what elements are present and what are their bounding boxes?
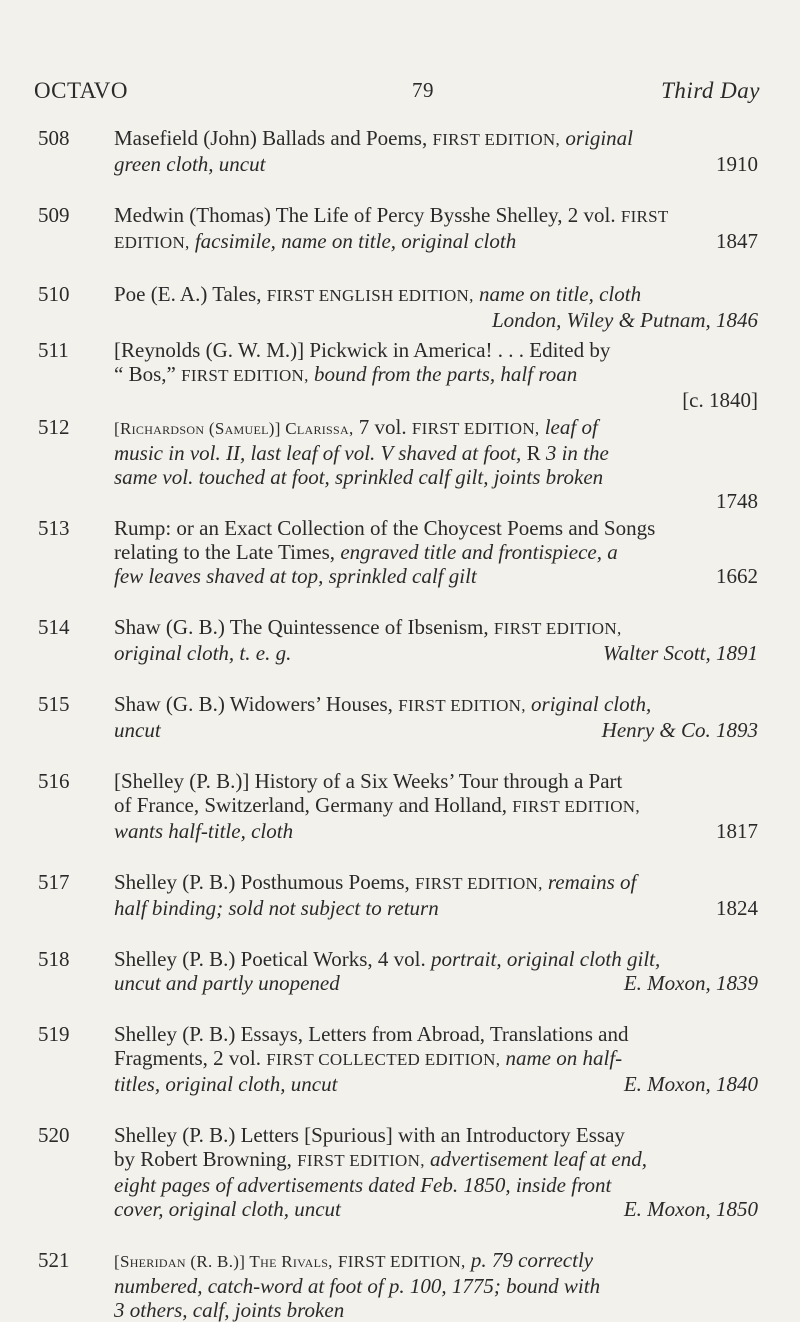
lot-line bbox=[114, 947, 758, 971]
lot-line bbox=[114, 641, 758, 665]
lot-line bbox=[114, 540, 758, 564]
lot-number: 513 bbox=[38, 516, 70, 540]
lot-date: 1910 bbox=[716, 152, 758, 176]
lot-entry bbox=[38, 947, 758, 995]
lot-text: Medwin (Thomas) The Life of Percy Bysshe Shelley, 2 vol. bbox=[114, 203, 621, 227]
page-number: 79 bbox=[412, 78, 434, 102]
lot-text: 3 in the bbox=[540, 441, 609, 465]
lot-text: remains of bbox=[547, 870, 637, 894]
lot-text: facsimile, name on title, original cloth bbox=[194, 229, 517, 253]
lot-number: 511 bbox=[38, 338, 69, 362]
lot-text: Masefield (John) Ballads and Poems, bbox=[114, 126, 433, 150]
lot-line bbox=[114, 1274, 758, 1298]
lot-text: Fragments, 2 vol. bbox=[114, 1046, 267, 1070]
lot-line bbox=[114, 126, 758, 152]
lot-date: 1847 bbox=[716, 229, 758, 253]
lot-text: p. 79 correctly bbox=[470, 1248, 594, 1272]
lot-text: cover, original cloth, uncut bbox=[114, 1197, 341, 1221]
lot-date: 1662 bbox=[716, 564, 758, 588]
lot-number: 512 bbox=[38, 415, 70, 439]
lot-date: London, Wiley & Putnam, 1846 bbox=[492, 308, 758, 332]
lot-text: FIRST EDITION, bbox=[411, 419, 540, 438]
lot-line bbox=[114, 769, 758, 793]
lot-text: [Richardson (Samuel)] Clarissa, bbox=[114, 419, 354, 438]
lot-text: original cloth, bbox=[531, 692, 652, 716]
lot-entry bbox=[38, 1248, 758, 1322]
lot-entry bbox=[38, 769, 758, 843]
lot-number: 509 bbox=[38, 203, 70, 227]
lot-line bbox=[114, 282, 758, 308]
lot-number: 516 bbox=[38, 769, 70, 793]
lot-text: few leaves shaved at top, sprinkled calf gilt bbox=[114, 564, 477, 588]
lot-text: FIRST bbox=[620, 207, 669, 226]
lot-text: Shelley (P. B.) Essays, Letters from Abroad, Translations and bbox=[114, 1022, 629, 1046]
lot-line bbox=[114, 516, 758, 540]
lot-line bbox=[114, 1046, 758, 1072]
lot-text: [Sheridan (R. B.)] The Rivals, bbox=[114, 1252, 333, 1271]
lot-number: 510 bbox=[38, 282, 70, 306]
lot-entry bbox=[38, 126, 758, 176]
lot-line bbox=[114, 1123, 758, 1147]
lot-text: EDITION, bbox=[114, 233, 190, 252]
lot-entry bbox=[38, 338, 758, 412]
lot-number: 518 bbox=[38, 947, 70, 971]
lot-number: 517 bbox=[38, 870, 70, 894]
lot-text: R bbox=[526, 441, 541, 465]
day-heading: Third Day bbox=[661, 78, 760, 103]
lot-line bbox=[114, 1298, 758, 1322]
lot-text: Rump: or an Exact Collection of the Choycest Poems and Songs bbox=[114, 516, 656, 540]
lot-line bbox=[114, 1248, 758, 1274]
lot-text: portrait, original cloth gilt, bbox=[431, 947, 661, 971]
lot-date: [c. 1840] bbox=[682, 388, 758, 412]
lot-text: advertisement leaf at end, bbox=[430, 1147, 647, 1171]
lot-line bbox=[114, 718, 758, 742]
lot-line bbox=[114, 819, 758, 843]
lot-text: original cloth, t. e. g. bbox=[114, 641, 292, 665]
lot-text: green cloth, uncut bbox=[114, 152, 266, 176]
lot-date: E. Moxon, 1839 bbox=[623, 971, 758, 995]
lot-text: FIRST EDITION, bbox=[512, 797, 640, 816]
lot-line bbox=[114, 415, 758, 441]
lot-number: 519 bbox=[38, 1022, 70, 1046]
lot-line bbox=[114, 896, 758, 920]
lot-text: of France, Switzerland, Germany and Holland, bbox=[114, 793, 513, 817]
lot-line bbox=[114, 338, 758, 362]
lot-date: E. Moxon, 1850 bbox=[623, 1197, 758, 1221]
lot-text: relating to the Late Times, bbox=[114, 540, 341, 564]
lot-text: Shaw (G. B.) The Quintessence of Ibsenism, bbox=[114, 615, 494, 639]
lot-line bbox=[114, 362, 758, 388]
lot-entry bbox=[38, 516, 758, 588]
catalogue-lots bbox=[38, 126, 758, 1322]
lot-text: [Reynolds (G. W. M.)] Pickwick in America! . . . Edited by bbox=[114, 338, 611, 362]
lot-line bbox=[114, 1197, 758, 1221]
lot-text: engraved title and frontispiece, a bbox=[340, 540, 618, 564]
lot-line bbox=[114, 1173, 758, 1197]
lot-text: FIRST ENGLISH EDITION, bbox=[266, 286, 474, 305]
lot-line bbox=[114, 564, 758, 588]
lot-line bbox=[114, 1022, 758, 1046]
lot-line bbox=[114, 793, 758, 819]
lot-entry bbox=[38, 203, 758, 255]
lot-date: E. Moxon, 1840 bbox=[623, 1072, 758, 1096]
lot-line bbox=[114, 465, 758, 489]
lot-text: 3 others, calf, joints broken bbox=[114, 1298, 345, 1322]
lot-date: 1817 bbox=[716, 819, 758, 843]
lot-text: [Shelley (P. B.)] History of a Six Weeks’ Tour through a Part bbox=[114, 769, 623, 793]
lot-text: uncut and partly unopened bbox=[114, 971, 340, 995]
lot-text: uncut bbox=[114, 718, 161, 742]
lot-line bbox=[114, 1147, 758, 1173]
lot-entry bbox=[38, 415, 758, 513]
lot-text: same vol. touched at foot, sprinkled calf gilt, joints broken bbox=[114, 465, 604, 489]
lot-line bbox=[114, 441, 758, 465]
lot-text: bound from the parts, half roan bbox=[313, 362, 578, 386]
lot-text: Shaw (G. B.) Widowers’ Houses, bbox=[114, 692, 399, 716]
lot-number: 515 bbox=[38, 692, 70, 716]
lot-date: 1824 bbox=[716, 896, 758, 920]
lot-text: wants half-title, cloth bbox=[114, 819, 294, 843]
lot-date: Henry & Co. 1893 bbox=[601, 718, 758, 742]
lot-line bbox=[114, 229, 758, 255]
lot-number: 520 bbox=[38, 1123, 70, 1147]
lot-text: Shelley (P. B.) Letters [Spurious] with an Introductory Essay bbox=[114, 1123, 625, 1147]
lot-entry bbox=[38, 282, 758, 332]
lot-text: FIRST EDITION, bbox=[181, 366, 309, 385]
lot-entry bbox=[38, 692, 758, 742]
lot-entry bbox=[38, 1123, 758, 1221]
lot-entry bbox=[38, 615, 758, 665]
lot-text: FIRST EDITION, bbox=[493, 619, 622, 638]
lot-text: FIRST EDITION, bbox=[432, 130, 561, 149]
lot-text: half binding; sold not subject to return bbox=[114, 896, 439, 920]
lot-text: FIRST EDITION, bbox=[415, 874, 543, 893]
lot-line bbox=[114, 971, 758, 995]
lot-entry bbox=[38, 1022, 758, 1096]
lot-text: music in vol. II, last leaf of vol. V shaved at foot, bbox=[114, 441, 527, 465]
lot-text: 7 vol. bbox=[353, 415, 412, 439]
lot-text: name on title, cloth bbox=[478, 282, 642, 306]
page-header bbox=[34, 78, 760, 108]
lot-date: 1748 bbox=[716, 489, 758, 513]
lot-number: 508 bbox=[38, 126, 70, 150]
lot-number: 514 bbox=[38, 615, 70, 639]
lot-text: original bbox=[565, 126, 633, 150]
lot-line bbox=[114, 870, 758, 896]
lot-text: numbered, catch-word at foot of p. 100, 1775; bound with bbox=[114, 1274, 601, 1298]
lot-text: leaf of bbox=[544, 415, 598, 439]
lot-line bbox=[114, 1072, 758, 1096]
lot-number: 521 bbox=[38, 1248, 70, 1272]
lot-line bbox=[114, 615, 758, 641]
lot-text: Shelley (P. B.) Posthumous Poems, bbox=[114, 870, 416, 894]
format-heading: OCTAVO bbox=[34, 78, 129, 103]
lot-date: Walter Scott, 1891 bbox=[603, 641, 758, 665]
lot-text: titles, original cloth, uncut bbox=[114, 1072, 338, 1096]
lot-text: Poe (E. A.) Tales, bbox=[114, 282, 267, 306]
lot-text: FIRST COLLECTED EDITION, bbox=[266, 1050, 501, 1069]
lot-line bbox=[114, 152, 758, 176]
lot-text: FIRST EDITION, bbox=[398, 696, 526, 715]
lot-text: eight pages of advertisements dated Feb. 1850, inside front bbox=[114, 1173, 612, 1197]
lot-text: FIRST EDITION, bbox=[297, 1151, 425, 1170]
lot-text: Shelley (P. B.) Poetical Works, 4 vol. bbox=[114, 947, 431, 971]
lot-text: by Robert Browning, bbox=[114, 1147, 298, 1171]
lot-line bbox=[114, 692, 758, 718]
lot-text: FIRST EDITION, bbox=[337, 1252, 466, 1271]
lot-entry bbox=[38, 870, 758, 920]
lot-line bbox=[114, 203, 758, 229]
lot-text: “ Bos,” bbox=[114, 362, 182, 386]
lot-text: name on half- bbox=[505, 1046, 623, 1070]
